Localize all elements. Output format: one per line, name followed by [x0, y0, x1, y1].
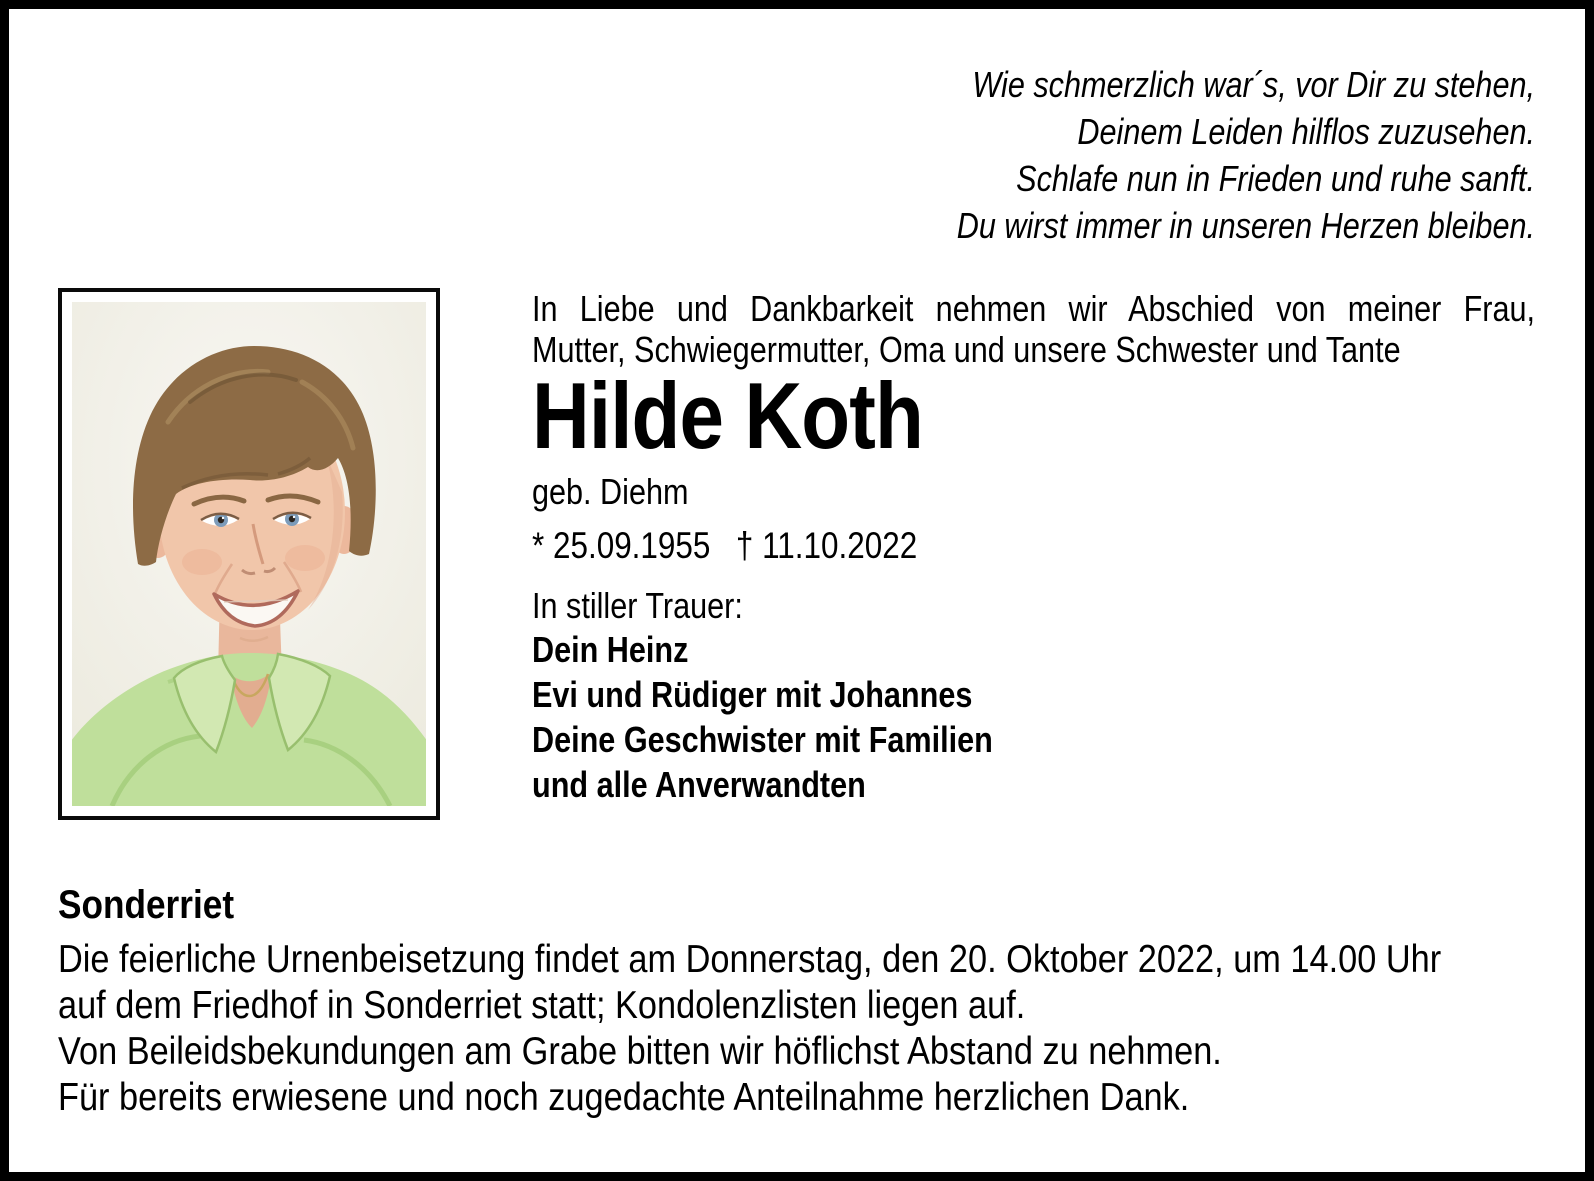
- mourner-line: Dein Heinz: [532, 629, 689, 670]
- maiden-name: geb. Diehm: [532, 471, 689, 512]
- mourner-line: Evi und Rüdiger mit Johannes: [532, 674, 973, 715]
- mourners-list: [532, 627, 993, 807]
- intro-line: In Liebe und Dankbarkeit nehmen wir Abschied von meiner Frau,: [532, 288, 1535, 329]
- deceased-name: Hilde Koth: [532, 363, 923, 468]
- poem-line: Schlafe nun in Frieden und ruhe sanft.: [1016, 158, 1535, 199]
- funeral-line: Für bereits erwiesene und noch zugedachte Anteilnahme herzlichen Dank.: [58, 1076, 1190, 1119]
- farewell-intro: [532, 288, 1535, 370]
- mourning-heading: In stiller Trauer:: [532, 585, 743, 626]
- death-date: [736, 525, 917, 566]
- funeral-line: auf dem Friedhof in Sonderriet statt; Kondolenzlisten liegen auf.: [58, 984, 1026, 1027]
- birth-date: [532, 525, 710, 566]
- funeral-line: Von Beileidsbekundungen am Grabe bitten wir höflichst Abstand zu nehmen.: [58, 1030, 1222, 1073]
- mourner-line: Deine Geschwister mit Familien: [532, 719, 993, 760]
- funeral-information: [58, 937, 1441, 1121]
- poem-line: Wie schmerzlich war´s, vor Dir zu stehen,: [972, 64, 1535, 105]
- birth-date-value: 25.09.1955: [552, 525, 711, 566]
- death-date-value: 11.10.2022: [762, 525, 918, 566]
- death-cross-symbol: †: [735, 525, 754, 566]
- portrait-illustration: [72, 302, 426, 806]
- mourner-line: und alle Anverwandten: [532, 764, 866, 805]
- memorial-poem: [825, 61, 1535, 249]
- place-heading: Sonderriet: [58, 883, 235, 927]
- funeral-line: Die feierliche Urnenbeisetzung findet am Donnerstag, den 20. Oktober 2022, um 14.00 Uhr: [58, 938, 1442, 981]
- birth-symbol: *: [532, 525, 545, 566]
- poem-line: Du wirst immer in unseren Herzen bleiben.: [956, 205, 1535, 246]
- portrait-photo: [58, 288, 440, 820]
- intro-line: Mutter, Schwiegermutter, Oma und unsere Schwester und Tante: [532, 329, 1401, 370]
- poem-line: Deinem Leiden hilflos zuzusehen.: [1077, 111, 1535, 152]
- life-dates: [532, 525, 917, 567]
